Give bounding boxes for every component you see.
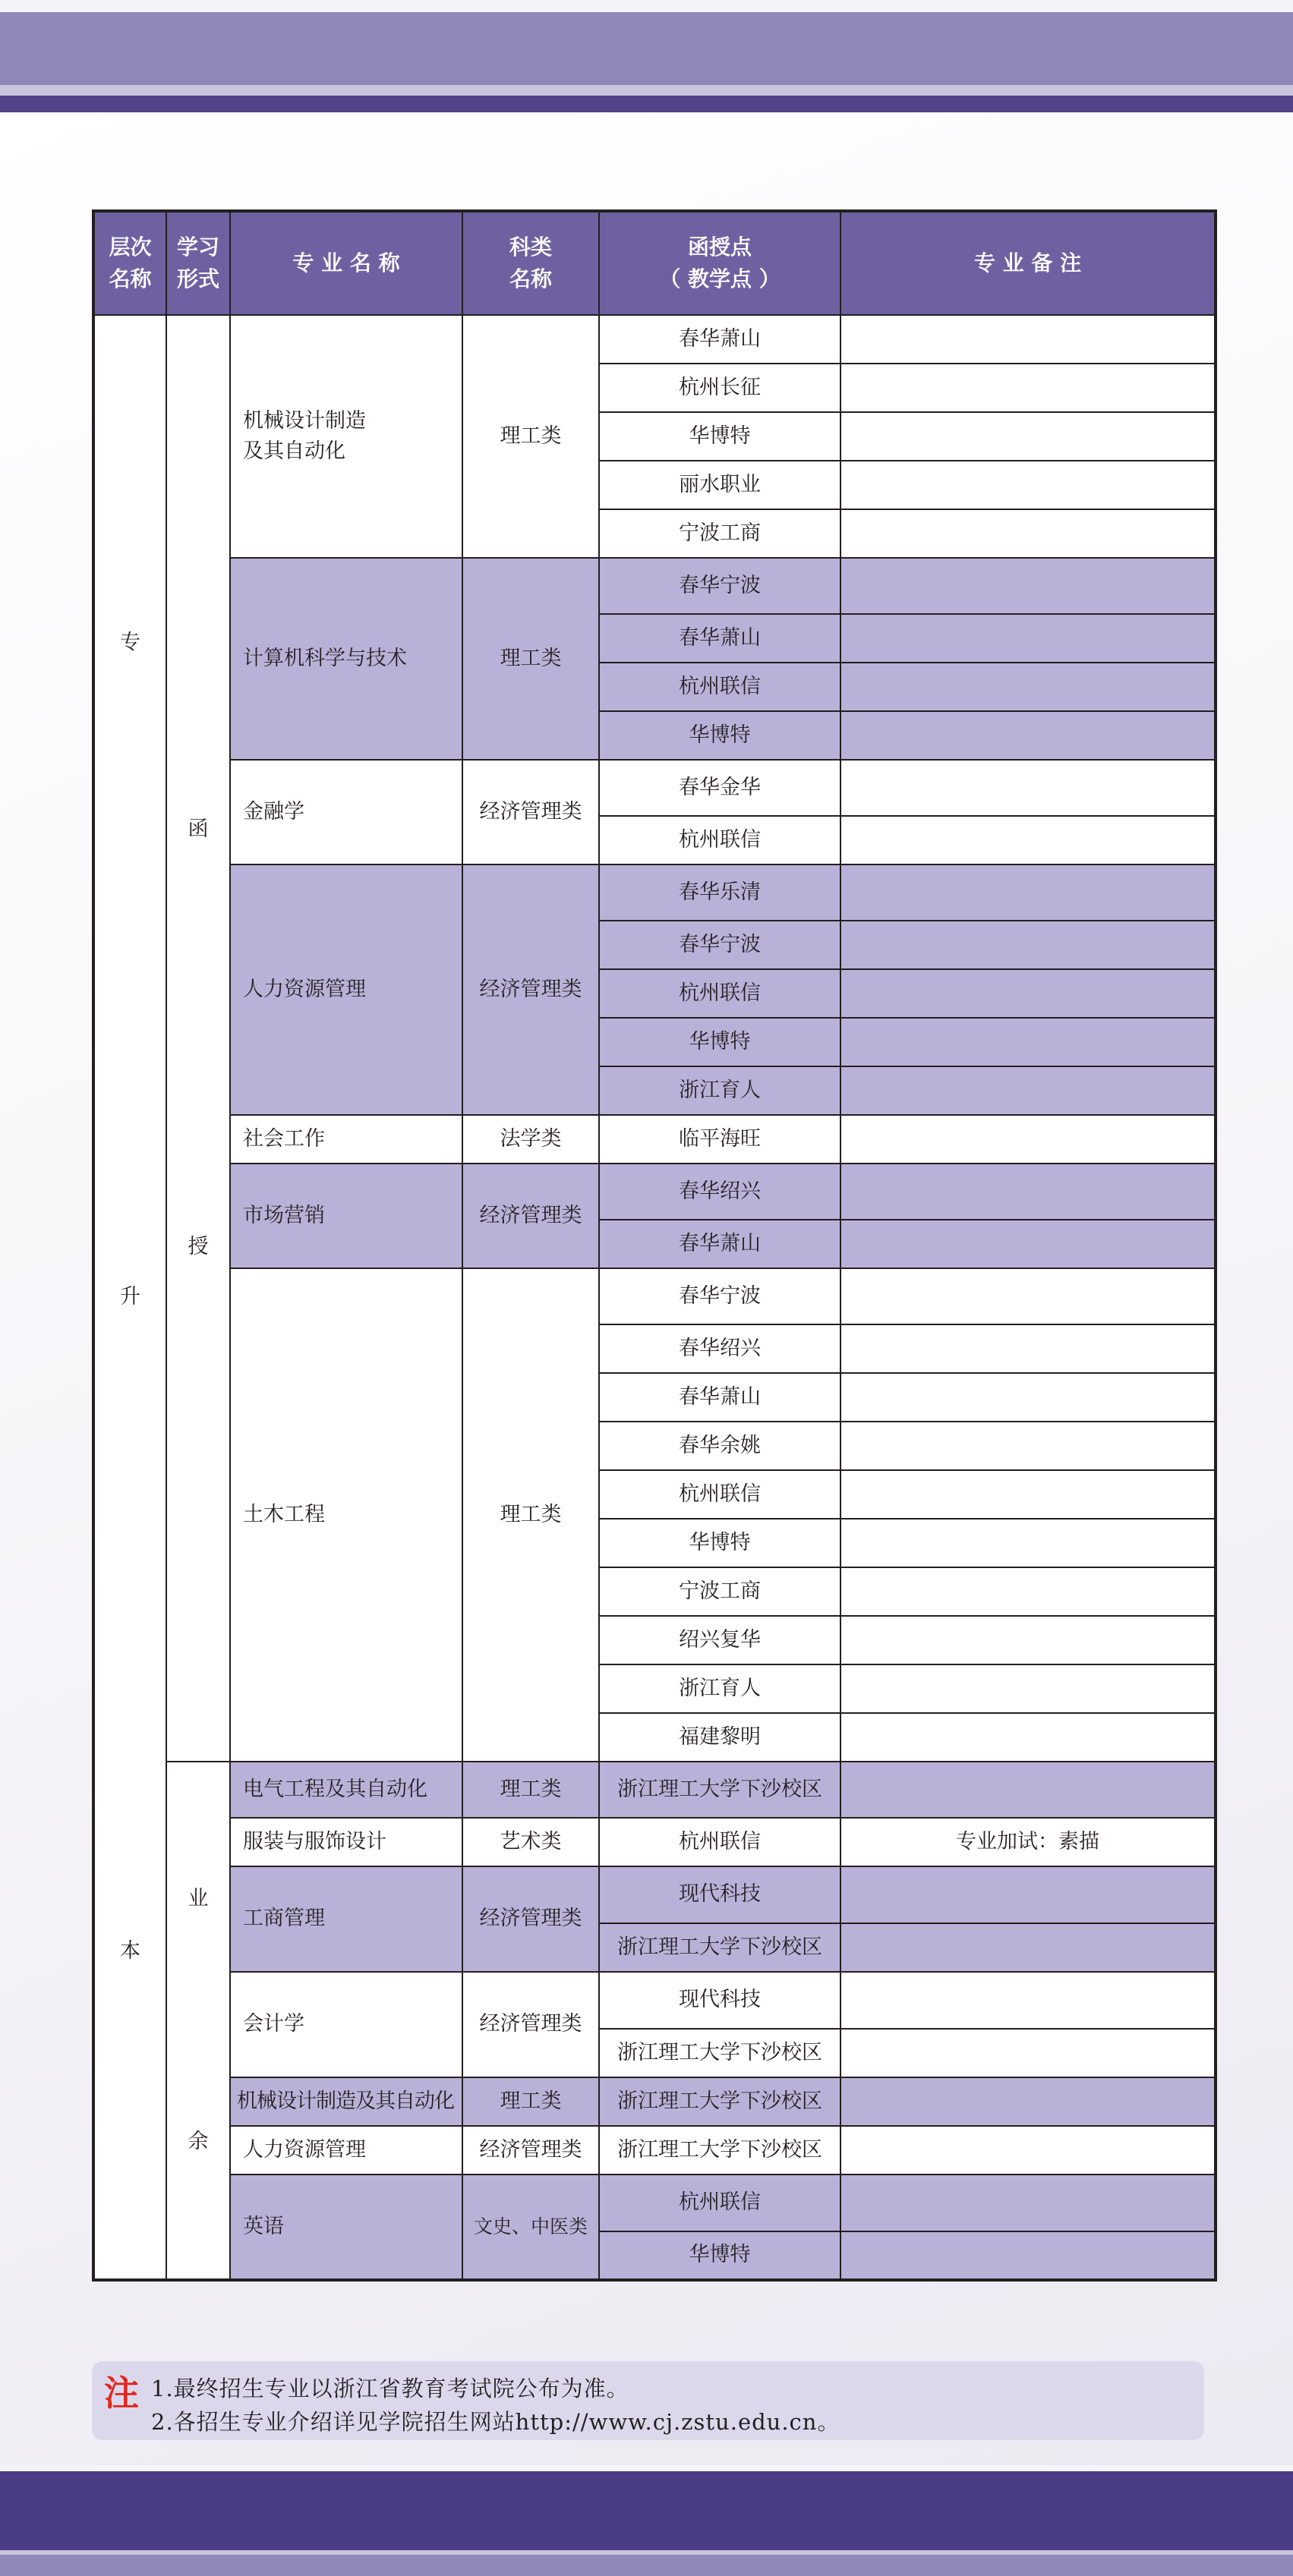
enrollment-table xyxy=(92,209,1217,2282)
center-cell: 春华乐清 xyxy=(599,864,840,921)
center-cell: 浙江理工大学下沙校区 xyxy=(599,1762,840,1818)
major-cell: 会计学 xyxy=(230,1972,462,2077)
center-cell: 现代科技 xyxy=(599,1866,840,1923)
remark-cell xyxy=(840,760,1216,816)
remark-cell xyxy=(840,364,1216,412)
table-row xyxy=(93,864,1216,921)
remark-cell xyxy=(840,2174,1216,2231)
table-row xyxy=(93,1866,1216,1923)
table-row xyxy=(93,2077,1216,2126)
center-cell: 浙江理工大学下沙校区 xyxy=(599,2029,840,2077)
remark-cell xyxy=(840,663,1216,711)
center-cell: 春华宁波 xyxy=(599,921,840,969)
center-cell: 浙江理工大学下沙校区 xyxy=(599,2126,840,2174)
remark-cell xyxy=(840,558,1216,614)
table-row xyxy=(93,1762,1216,1818)
mode-cell-part-time: 业 余 xyxy=(166,1762,230,2280)
center-cell: 浙江理工大学下沙校区 xyxy=(599,2077,840,2126)
remark-cell xyxy=(840,816,1216,864)
header-category: 科类 名称 xyxy=(462,211,599,315)
remark-cell xyxy=(840,1324,1216,1373)
remark-cell xyxy=(840,1066,1216,1115)
table-row xyxy=(93,315,1216,364)
remark-cell xyxy=(840,1373,1216,1422)
center-cell: 杭州联信 xyxy=(599,1470,840,1519)
center-cell: 绍兴复华 xyxy=(599,1616,840,1664)
remark-cell xyxy=(840,509,1216,558)
center-cell: 春华宁波 xyxy=(599,558,840,614)
table-header-row xyxy=(93,211,1216,315)
center-cell: 春华绍兴 xyxy=(599,1324,840,1373)
top-stripe xyxy=(0,96,1293,112)
remark-cell: 专业加试：素描 xyxy=(840,1818,1216,1866)
center-cell: 现代科技 xyxy=(599,1972,840,2029)
category-cell: 经济管理类 xyxy=(462,1164,599,1268)
category-cell: 理工类 xyxy=(462,1268,599,1762)
header-level: 层次 名称 xyxy=(93,211,166,315)
remark-cell xyxy=(840,1762,1216,1818)
remark-cell xyxy=(840,461,1216,509)
center-cell: 春华萧山 xyxy=(599,1373,840,1422)
category-cell: 理工类 xyxy=(462,2077,599,2126)
category-cell: 法学类 xyxy=(462,1115,599,1164)
center-cell: 春华萧山 xyxy=(599,614,840,663)
remark-cell xyxy=(840,2231,1216,2280)
major-cell: 市场营销 xyxy=(230,1164,462,1268)
category-cell: 文史、中医类 xyxy=(462,2174,599,2280)
major-cell: 土木工程 xyxy=(230,1268,462,1762)
major-cell: 电气工程及其自动化 xyxy=(230,1762,462,1818)
remark-cell xyxy=(840,921,1216,969)
center-cell: 华博特 xyxy=(599,2231,840,2280)
center-cell: 春华余姚 xyxy=(599,1422,840,1470)
major-cell: 计算机科学与技术 xyxy=(230,558,462,760)
note-line-2: 2.各招生专业介绍详见学院招生网站http://www.cj.zstu.edu.cn。 xyxy=(151,2409,840,2435)
center-cell: 春华萧山 xyxy=(599,315,840,364)
remark-cell xyxy=(840,1972,1216,2029)
top-divider-line xyxy=(0,85,1293,96)
table-row xyxy=(93,1268,1216,1324)
remark-cell xyxy=(840,969,1216,1018)
level-cell: 专 升 本 xyxy=(93,315,166,2280)
header-study-mode: 学习 形式 xyxy=(166,211,230,315)
remark-cell xyxy=(840,1164,1216,1220)
table-row xyxy=(93,1164,1216,1220)
category-cell: 艺术类 xyxy=(462,1818,599,1866)
center-cell: 春华绍兴 xyxy=(599,1164,840,1220)
header-teaching-center: 函授点 （ 教学点 ） xyxy=(599,211,840,315)
center-cell: 华博特 xyxy=(599,711,840,760)
center-cell: 浙江育人 xyxy=(599,1066,840,1115)
center-cell: 宁波工商 xyxy=(599,509,840,558)
center-cell: 华博特 xyxy=(599,412,840,461)
remark-cell xyxy=(840,1567,1216,1616)
table-row xyxy=(93,1972,1216,2029)
center-cell: 春华萧山 xyxy=(599,1220,840,1268)
remark-cell xyxy=(840,1616,1216,1664)
center-cell: 宁波工商 xyxy=(599,1567,840,1616)
remark-cell xyxy=(840,412,1216,461)
center-cell: 春华金华 xyxy=(599,760,840,816)
header-remark: 专 业 备 注 xyxy=(840,211,1216,315)
center-cell: 杭州长征 xyxy=(599,364,840,412)
table-row xyxy=(93,558,1216,614)
major-cell: 服装与服饰设计 xyxy=(230,1818,462,1866)
bottom-banner xyxy=(0,2471,1293,2550)
center-cell: 丽水职业 xyxy=(599,461,840,509)
center-cell: 浙江理工大学下沙校区 xyxy=(599,1923,840,1972)
note-mark: 注 xyxy=(104,2373,139,2414)
remark-cell xyxy=(840,1220,1216,1268)
remark-cell xyxy=(840,2029,1216,2077)
category-cell: 经济管理类 xyxy=(462,760,599,864)
major-cell: 工商管理 xyxy=(230,1866,462,1972)
table-row xyxy=(93,2126,1216,2174)
remark-cell xyxy=(840,1470,1216,1519)
table-row xyxy=(93,1818,1216,1866)
center-cell: 杭州联信 xyxy=(599,663,840,711)
major-cell: 社会工作 xyxy=(230,1115,462,1164)
remark-cell xyxy=(840,2077,1216,2126)
mode-cell-correspondence: 函 授 xyxy=(166,315,230,1762)
remark-cell xyxy=(840,614,1216,663)
remark-cell xyxy=(840,1866,1216,1923)
remark-cell xyxy=(840,1268,1216,1324)
center-cell: 浙江育人 xyxy=(599,1664,840,1713)
bottom-stripe xyxy=(0,2555,1293,2576)
remark-cell xyxy=(840,1115,1216,1164)
category-cell: 理工类 xyxy=(462,315,599,558)
remark-cell xyxy=(840,1664,1216,1713)
center-cell: 华博特 xyxy=(599,1018,840,1066)
remark-cell xyxy=(840,1713,1216,1762)
remark-cell xyxy=(840,864,1216,921)
center-cell: 春华宁波 xyxy=(599,1268,840,1324)
notes-box xyxy=(92,2361,1204,2440)
major-cell: 机械设计制造及其自动化 xyxy=(230,2077,462,2126)
remark-cell xyxy=(840,1422,1216,1470)
major-cell: 机械设计制造 及其自动化 xyxy=(230,315,462,558)
category-cell: 经济管理类 xyxy=(462,1866,599,1972)
category-cell: 理工类 xyxy=(462,1762,599,1818)
remark-cell xyxy=(840,1018,1216,1066)
category-cell: 经济管理类 xyxy=(462,864,599,1115)
major-cell: 金融学 xyxy=(230,760,462,864)
table-row xyxy=(93,1115,1216,1164)
center-cell: 福建黎明 xyxy=(599,1713,840,1762)
center-cell: 杭州联信 xyxy=(599,969,840,1018)
center-cell: 杭州联信 xyxy=(599,2174,840,2231)
center-cell: 杭州联信 xyxy=(599,816,840,864)
table-row xyxy=(93,760,1216,816)
header-major-name: 专 业 名 称 xyxy=(230,211,462,315)
remark-cell xyxy=(840,2126,1216,2174)
remark-cell xyxy=(840,1519,1216,1567)
category-cell: 理工类 xyxy=(462,558,599,760)
major-cell: 人力资源管理 xyxy=(230,2126,462,2174)
center-cell: 杭州联信 xyxy=(599,1818,840,1866)
remark-cell xyxy=(840,315,1216,364)
top-banner xyxy=(0,12,1293,85)
major-cell: 英语 xyxy=(230,2174,462,2280)
center-cell: 华博特 xyxy=(599,1519,840,1567)
category-cell: 经济管理类 xyxy=(462,1972,599,2077)
note-line-1: 1.最终招生专业以浙江省教育考试院公布为准。 xyxy=(151,2376,629,2401)
remark-cell xyxy=(840,711,1216,760)
center-cell: 临平海旺 xyxy=(599,1115,840,1164)
category-cell: 经济管理类 xyxy=(462,2126,599,2174)
major-cell: 人力资源管理 xyxy=(230,864,462,1115)
table-row xyxy=(93,2174,1216,2231)
remark-cell xyxy=(840,1923,1216,1972)
